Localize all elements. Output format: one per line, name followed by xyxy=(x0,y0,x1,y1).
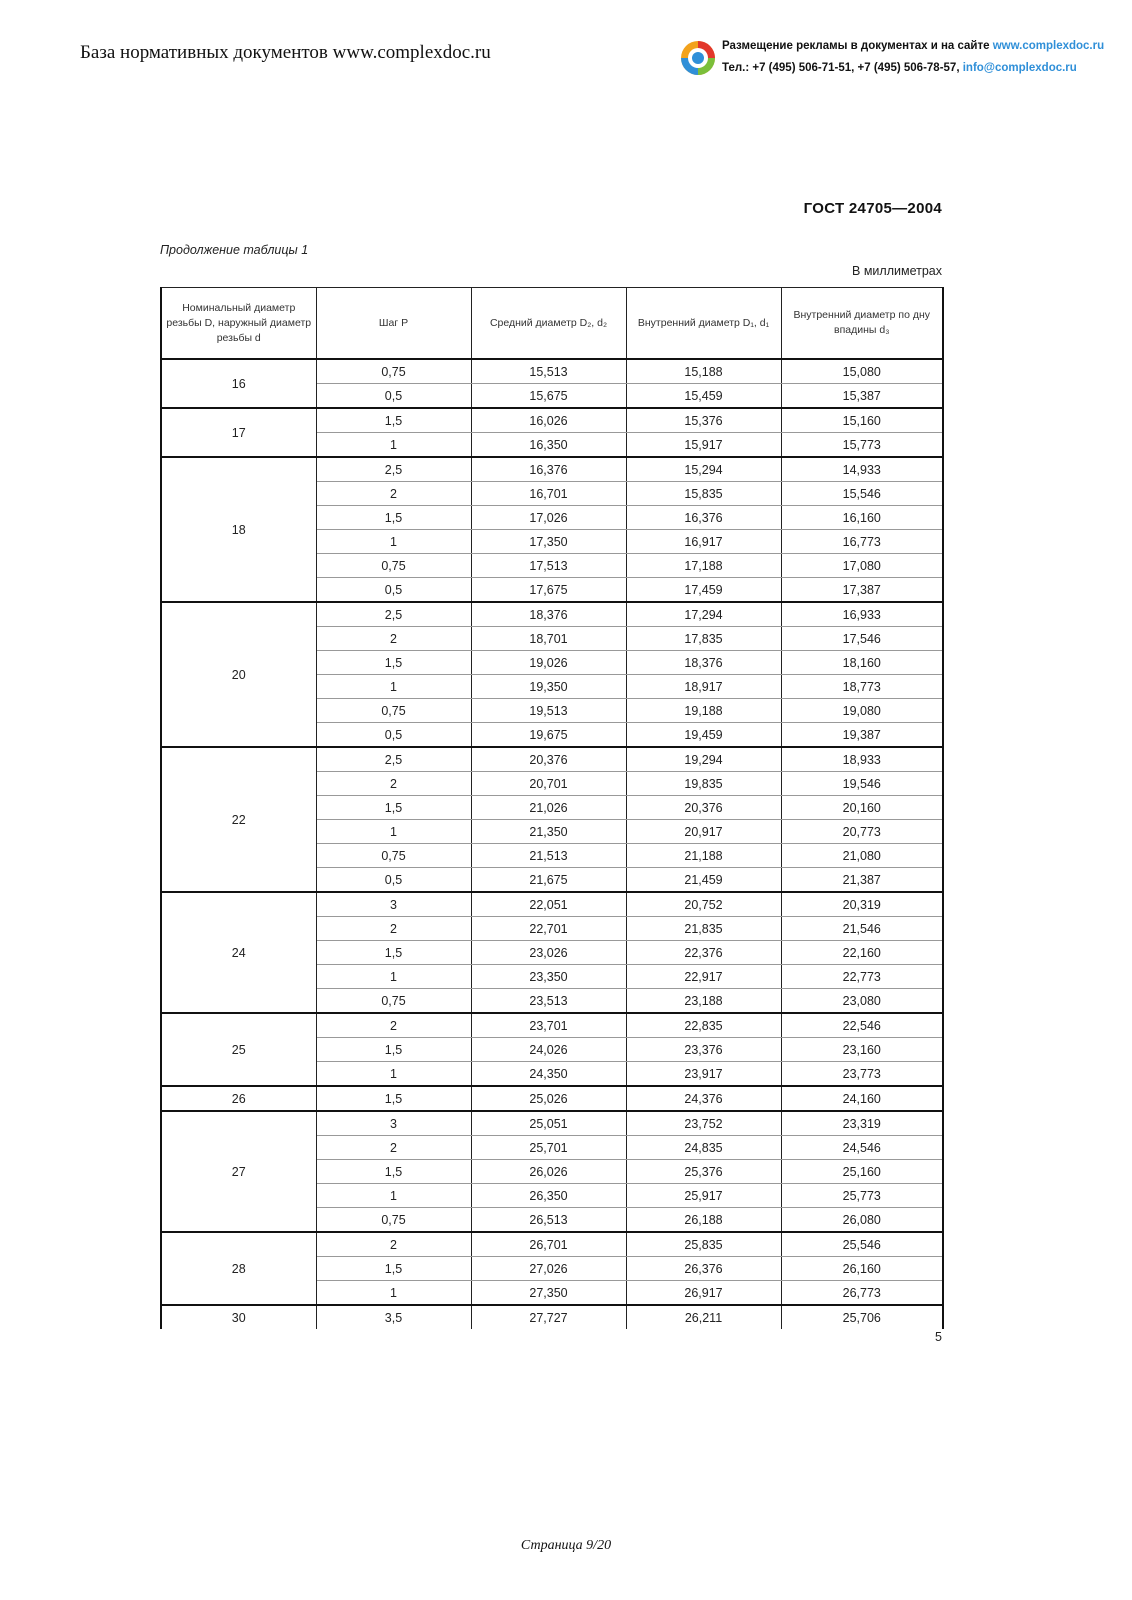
pitch-cell: 1 xyxy=(316,820,471,844)
pitch-diameter-cell: 21,675 xyxy=(471,868,626,893)
pitch-diameter-cell: 25,701 xyxy=(471,1136,626,1160)
pitch-cell: 2 xyxy=(316,1013,471,1038)
minor-diameter-cell: 20,752 xyxy=(626,892,781,917)
site-link[interactable]: www.complexdoc.ru xyxy=(992,40,1105,52)
nominal-diameter-cell: 16 xyxy=(161,359,316,408)
minor-diameter-cell: 25,917 xyxy=(626,1184,781,1208)
nominal-diameter-cell: 27 xyxy=(161,1111,316,1232)
pitch-diameter-cell: 23,701 xyxy=(471,1013,626,1038)
header-root-diameter: Внутренний диаметр по дну впадины d₃ xyxy=(781,288,943,360)
ad-line-1 xyxy=(722,40,1104,52)
pitch-cell: 3,5 xyxy=(316,1305,471,1329)
pitch-cell: 1,5 xyxy=(316,408,471,433)
pitch-cell: 2 xyxy=(316,482,471,506)
minor-diameter-cell: 21,459 xyxy=(626,868,781,893)
site-title: База нормативных документов www.complexdoc.ru xyxy=(80,42,491,63)
pitch-diameter-cell: 26,513 xyxy=(471,1208,626,1233)
table-row xyxy=(161,1086,943,1111)
pitch-diameter-cell: 19,026 xyxy=(471,651,626,675)
ad-line-2 xyxy=(722,62,1077,74)
minor-diameter-cell: 15,835 xyxy=(626,482,781,506)
ad-text-2: Тел.: +7 (495) 506-71-51, +7 (495) 506-78-57, xyxy=(722,62,963,74)
thread-dimensions-table xyxy=(160,287,944,1329)
pitch-cell: 2 xyxy=(316,772,471,796)
root-diameter-cell: 16,773 xyxy=(781,530,943,554)
pitch-diameter-cell: 21,350 xyxy=(471,820,626,844)
pitch-cell: 0,5 xyxy=(316,384,471,409)
nominal-diameter-cell: 30 xyxy=(161,1305,316,1329)
pitch-diameter-cell: 26,701 xyxy=(471,1232,626,1257)
table-row xyxy=(161,602,943,627)
table-row xyxy=(161,892,943,917)
email-link[interactable]: info@complexdoc.ru xyxy=(962,62,1077,74)
table-caption: Продолжение таблицы 1 xyxy=(160,243,309,257)
minor-diameter-cell: 19,188 xyxy=(626,699,781,723)
root-diameter-cell: 23,080 xyxy=(781,989,943,1014)
pitch-cell: 0,5 xyxy=(316,723,471,748)
minor-diameter-cell: 25,376 xyxy=(626,1160,781,1184)
pitch-cell: 1 xyxy=(316,1281,471,1306)
root-diameter-cell: 16,160 xyxy=(781,506,943,530)
pitch-diameter-cell: 22,051 xyxy=(471,892,626,917)
root-diameter-cell: 20,160 xyxy=(781,796,943,820)
root-diameter-cell: 26,160 xyxy=(781,1257,943,1281)
pitch-diameter-cell: 21,026 xyxy=(471,796,626,820)
table-row xyxy=(161,1232,943,1257)
pitch-diameter-cell: 17,026 xyxy=(471,506,626,530)
root-diameter-cell: 20,319 xyxy=(781,892,943,917)
pitch-cell: 1,5 xyxy=(316,1038,471,1062)
pitch-cell: 2,5 xyxy=(316,457,471,482)
pitch-diameter-cell: 18,376 xyxy=(471,602,626,627)
minor-diameter-cell: 19,459 xyxy=(626,723,781,748)
pitch-diameter-cell: 23,026 xyxy=(471,941,626,965)
pitch-cell: 0,5 xyxy=(316,868,471,893)
pitch-diameter-cell: 23,350 xyxy=(471,965,626,989)
ad-text-1: Размещение рекламы в документах и на сайте xyxy=(722,40,993,52)
minor-diameter-cell: 24,376 xyxy=(626,1086,781,1111)
minor-diameter-cell: 17,294 xyxy=(626,602,781,627)
pitch-diameter-cell: 27,026 xyxy=(471,1257,626,1281)
minor-diameter-cell: 26,211 xyxy=(626,1305,781,1329)
nominal-diameter-cell: 22 xyxy=(161,747,316,892)
root-diameter-cell: 22,773 xyxy=(781,965,943,989)
pitch-cell: 2 xyxy=(316,917,471,941)
pitch-cell: 1,5 xyxy=(316,506,471,530)
minor-diameter-cell: 26,917 xyxy=(626,1281,781,1306)
nominal-diameter-cell: 26 xyxy=(161,1086,316,1111)
root-diameter-cell: 23,773 xyxy=(781,1062,943,1087)
complexdoc-logo-icon xyxy=(678,38,718,78)
minor-diameter-cell: 15,376 xyxy=(626,408,781,433)
table-header-row xyxy=(161,288,943,360)
minor-diameter-cell: 15,917 xyxy=(626,433,781,458)
minor-diameter-cell: 24,835 xyxy=(626,1136,781,1160)
pitch-diameter-cell: 22,701 xyxy=(471,917,626,941)
minor-diameter-cell: 26,376 xyxy=(626,1257,781,1281)
pitch-cell: 0,75 xyxy=(316,1208,471,1233)
minor-diameter-cell: 15,294 xyxy=(626,457,781,482)
nominal-diameter-cell: 18 xyxy=(161,457,316,602)
pitch-cell: 0,75 xyxy=(316,989,471,1014)
pitch-diameter-cell: 15,513 xyxy=(471,359,626,384)
pitch-cell: 1,5 xyxy=(316,651,471,675)
root-diameter-cell: 25,160 xyxy=(781,1160,943,1184)
root-diameter-cell: 15,160 xyxy=(781,408,943,433)
root-diameter-cell: 24,546 xyxy=(781,1136,943,1160)
minor-diameter-cell: 23,376 xyxy=(626,1038,781,1062)
page-number: 5 xyxy=(935,1330,942,1344)
minor-diameter-cell: 19,294 xyxy=(626,747,781,772)
root-diameter-cell: 22,160 xyxy=(781,941,943,965)
pitch-cell: 2 xyxy=(316,1232,471,1257)
pitch-cell: 2 xyxy=(316,627,471,651)
minor-diameter-cell: 15,188 xyxy=(626,359,781,384)
root-diameter-cell: 26,080 xyxy=(781,1208,943,1233)
minor-diameter-cell: 22,835 xyxy=(626,1013,781,1038)
root-diameter-cell: 18,160 xyxy=(781,651,943,675)
minor-diameter-cell: 23,917 xyxy=(626,1062,781,1087)
minor-diameter-cell: 16,917 xyxy=(626,530,781,554)
pitch-cell: 0,75 xyxy=(316,699,471,723)
header-pitch: Шаг P xyxy=(316,288,471,360)
pitch-cell: 3 xyxy=(316,892,471,917)
pitch-diameter-cell: 16,376 xyxy=(471,457,626,482)
pitch-diameter-cell: 16,701 xyxy=(471,482,626,506)
pitch-cell: 1,5 xyxy=(316,796,471,820)
minor-diameter-cell: 18,917 xyxy=(626,675,781,699)
pitch-diameter-cell: 27,350 xyxy=(471,1281,626,1306)
pitch-cell: 3 xyxy=(316,1111,471,1136)
pitch-cell: 1,5 xyxy=(316,1160,471,1184)
pitch-cell: 2 xyxy=(316,1136,471,1160)
pitch-diameter-cell: 16,350 xyxy=(471,433,626,458)
table-row xyxy=(161,1013,943,1038)
root-diameter-cell: 21,387 xyxy=(781,868,943,893)
root-diameter-cell: 18,933 xyxy=(781,747,943,772)
root-diameter-cell: 15,773 xyxy=(781,433,943,458)
root-diameter-cell: 19,080 xyxy=(781,699,943,723)
minor-diameter-cell: 20,376 xyxy=(626,796,781,820)
pitch-diameter-cell: 17,675 xyxy=(471,578,626,603)
root-diameter-cell: 16,933 xyxy=(781,602,943,627)
root-diameter-cell: 25,706 xyxy=(781,1305,943,1329)
pitch-cell: 1 xyxy=(316,530,471,554)
minor-diameter-cell: 23,752 xyxy=(626,1111,781,1136)
thread-table-container xyxy=(160,287,942,1329)
nominal-diameter-cell: 25 xyxy=(161,1013,316,1086)
pitch-cell: 1 xyxy=(316,1062,471,1087)
minor-diameter-cell: 17,835 xyxy=(626,627,781,651)
root-diameter-cell: 21,080 xyxy=(781,844,943,868)
root-diameter-cell: 26,773 xyxy=(781,1281,943,1306)
table-row xyxy=(161,359,943,384)
root-diameter-cell: 17,546 xyxy=(781,627,943,651)
root-diameter-cell: 17,387 xyxy=(781,578,943,603)
minor-diameter-cell: 15,459 xyxy=(626,384,781,409)
pitch-diameter-cell: 24,350 xyxy=(471,1062,626,1087)
table-row xyxy=(161,408,943,433)
root-diameter-cell: 14,933 xyxy=(781,457,943,482)
minor-diameter-cell: 21,188 xyxy=(626,844,781,868)
pitch-diameter-cell: 19,675 xyxy=(471,723,626,748)
nominal-diameter-cell: 20 xyxy=(161,602,316,747)
root-diameter-cell: 24,160 xyxy=(781,1086,943,1111)
pitch-cell: 1 xyxy=(316,1184,471,1208)
pitch-diameter-cell: 19,350 xyxy=(471,675,626,699)
root-diameter-cell: 22,546 xyxy=(781,1013,943,1038)
pitch-cell: 1,5 xyxy=(316,1257,471,1281)
nominal-diameter-cell: 28 xyxy=(161,1232,316,1305)
pitch-cell: 1 xyxy=(316,433,471,458)
pitch-diameter-cell: 17,513 xyxy=(471,554,626,578)
table-row xyxy=(161,1305,943,1329)
minor-diameter-cell: 19,835 xyxy=(626,772,781,796)
minor-diameter-cell: 17,459 xyxy=(626,578,781,603)
pitch-diameter-cell: 18,701 xyxy=(471,627,626,651)
pitch-diameter-cell: 27,727 xyxy=(471,1305,626,1329)
root-diameter-cell: 20,773 xyxy=(781,820,943,844)
minor-diameter-cell: 22,917 xyxy=(626,965,781,989)
pitch-diameter-cell: 20,701 xyxy=(471,772,626,796)
pitch-cell: 2,5 xyxy=(316,602,471,627)
root-diameter-cell: 25,773 xyxy=(781,1184,943,1208)
root-diameter-cell: 15,080 xyxy=(781,359,943,384)
pitch-diameter-cell: 26,350 xyxy=(471,1184,626,1208)
ad-banner xyxy=(678,38,1118,82)
pitch-cell: 1,5 xyxy=(316,941,471,965)
pitch-diameter-cell: 15,675 xyxy=(471,384,626,409)
minor-diameter-cell: 17,188 xyxy=(626,554,781,578)
minor-diameter-cell: 18,376 xyxy=(626,651,781,675)
minor-diameter-cell: 20,917 xyxy=(626,820,781,844)
pitch-diameter-cell: 24,026 xyxy=(471,1038,626,1062)
pitch-diameter-cell: 19,513 xyxy=(471,699,626,723)
pitch-diameter-cell: 16,026 xyxy=(471,408,626,433)
root-diameter-cell: 15,387 xyxy=(781,384,943,409)
pitch-cell: 1 xyxy=(316,965,471,989)
page-footer: Страница 9/20 xyxy=(520,1538,612,1553)
minor-diameter-cell: 16,376 xyxy=(626,506,781,530)
minor-diameter-cell: 23,188 xyxy=(626,989,781,1014)
table-row xyxy=(161,747,943,772)
table-row xyxy=(161,1111,943,1136)
root-diameter-cell: 23,319 xyxy=(781,1111,943,1136)
pitch-diameter-cell: 20,376 xyxy=(471,747,626,772)
pitch-cell: 1 xyxy=(316,675,471,699)
header-pitch-diameter: Средний диаметр D₂, d₂ xyxy=(471,288,626,360)
minor-diameter-cell: 21,835 xyxy=(626,917,781,941)
pitch-diameter-cell: 25,051 xyxy=(471,1111,626,1136)
root-diameter-cell: 17,080 xyxy=(781,554,943,578)
units-label: В миллиметрах xyxy=(852,264,942,278)
root-diameter-cell: 15,546 xyxy=(781,482,943,506)
table-row xyxy=(161,457,943,482)
nominal-diameter-cell: 24 xyxy=(161,892,316,1013)
pitch-cell: 0,75 xyxy=(316,844,471,868)
minor-diameter-cell: 26,188 xyxy=(626,1208,781,1233)
minor-diameter-cell: 25,835 xyxy=(626,1232,781,1257)
root-diameter-cell: 19,387 xyxy=(781,723,943,748)
root-diameter-cell: 18,773 xyxy=(781,675,943,699)
root-diameter-cell: 21,546 xyxy=(781,917,943,941)
pitch-cell: 2,5 xyxy=(316,747,471,772)
header-nominal-diameter: Номинальный диаметр резьбы D, наружный диаметр резьбы d xyxy=(161,288,316,360)
pitch-diameter-cell: 23,513 xyxy=(471,989,626,1014)
pitch-cell: 1,5 xyxy=(316,1086,471,1111)
nominal-diameter-cell: 17 xyxy=(161,408,316,457)
pitch-diameter-cell: 26,026 xyxy=(471,1160,626,1184)
root-diameter-cell: 25,546 xyxy=(781,1232,943,1257)
standard-code: ГОСТ 24705—2004 xyxy=(803,200,942,217)
root-diameter-cell: 19,546 xyxy=(781,772,943,796)
pitch-cell: 0,5 xyxy=(316,578,471,603)
root-diameter-cell: 23,160 xyxy=(781,1038,943,1062)
pitch-diameter-cell: 25,026 xyxy=(471,1086,626,1111)
minor-diameter-cell: 22,376 xyxy=(626,941,781,965)
pitch-cell: 0,75 xyxy=(316,554,471,578)
pitch-cell: 0,75 xyxy=(316,359,471,384)
table-body xyxy=(161,359,943,1329)
header-minor-diameter: Внутренний диаметр D₁, d₁ xyxy=(626,288,781,360)
pitch-diameter-cell: 21,513 xyxy=(471,844,626,868)
pitch-diameter-cell: 17,350 xyxy=(471,530,626,554)
